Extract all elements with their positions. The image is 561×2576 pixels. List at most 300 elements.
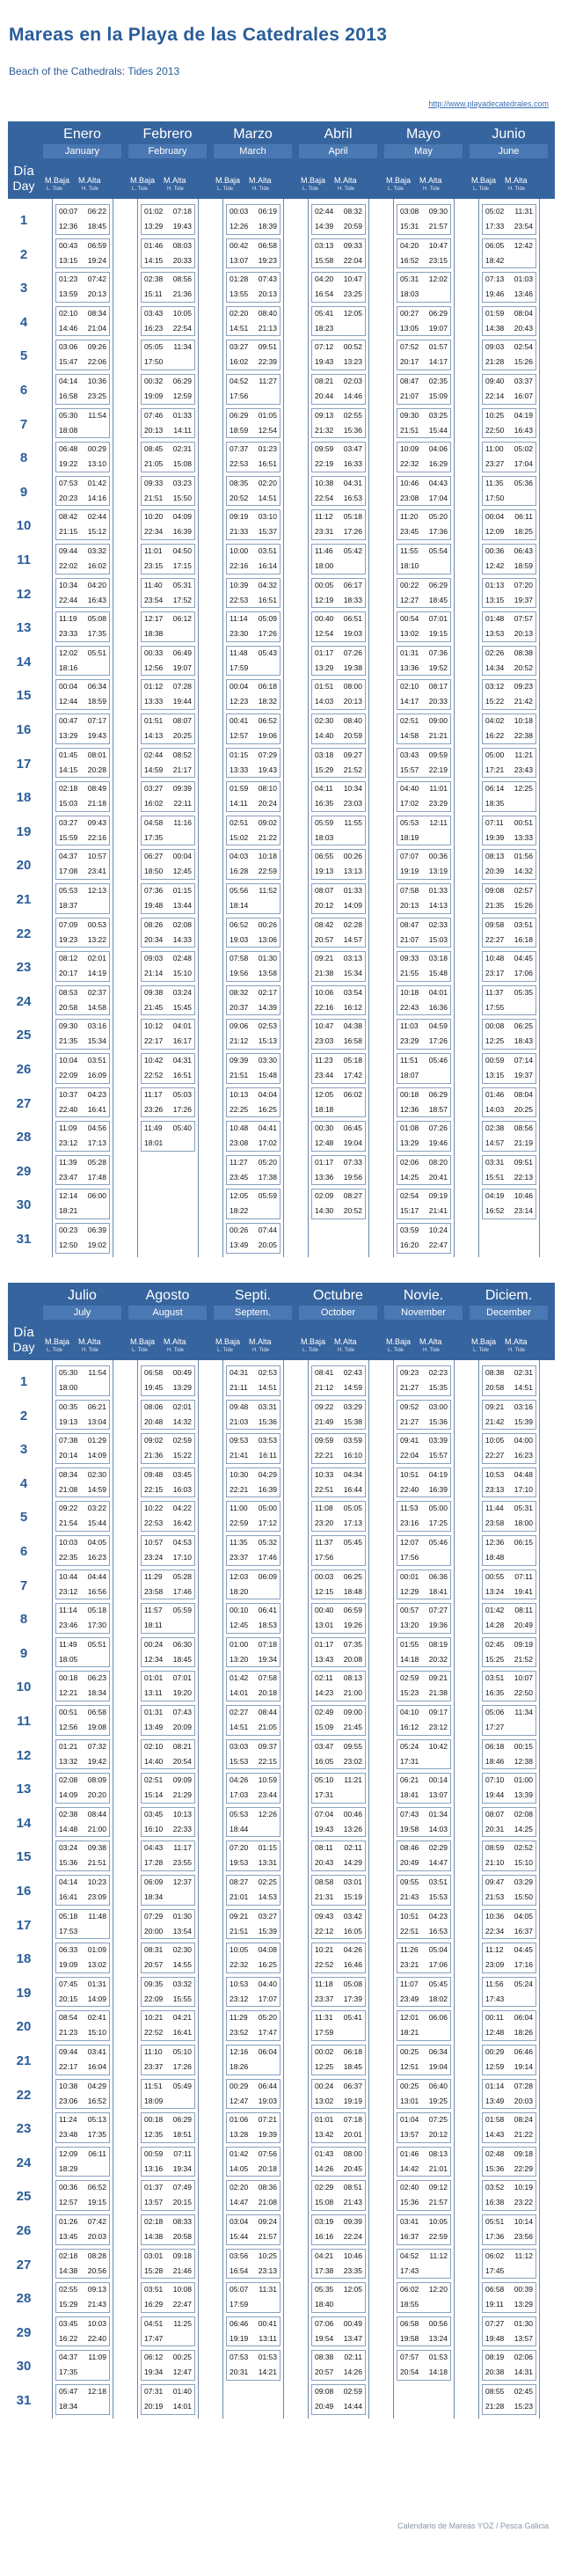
high-tide-2: 13:29 bbox=[172, 1383, 192, 1392]
high-tide-1: 05:35 bbox=[514, 987, 533, 997]
low-tide-1: 09:33 bbox=[144, 478, 164, 487]
tide-cell bbox=[482, 204, 536, 235]
high-tide-1: 09:59 bbox=[428, 750, 448, 759]
low-tide-2: 12:34 bbox=[144, 1654, 164, 1664]
low-tide-2: 22:52 bbox=[315, 1960, 334, 1970]
low-tide-2: 22:51 bbox=[400, 1926, 419, 1936]
day-number: 26 bbox=[16, 1062, 32, 1077]
low-tide-1: 03:03 bbox=[230, 1741, 249, 1751]
low-tide-2: 21:08 bbox=[59, 1484, 78, 1494]
tide-cell bbox=[55, 714, 110, 744]
low-tide-2: 15:02 bbox=[230, 832, 249, 842]
low-tide-label: M.Baja bbox=[471, 1337, 497, 1346]
tide-cell bbox=[311, 1637, 366, 1668]
tide-cell bbox=[397, 748, 451, 779]
low-tide-label: M.Baja bbox=[45, 176, 70, 185]
low-tide-2: 20:58 bbox=[485, 1383, 505, 1392]
high-tide-1: 10:19 bbox=[514, 2183, 533, 2192]
low-tide-2: 13:05 bbox=[400, 323, 419, 333]
tide-cell bbox=[397, 781, 451, 812]
high-tide-2: 19:14 bbox=[514, 2062, 533, 2071]
high-tide-2: 20:25 bbox=[172, 731, 192, 740]
high-tide-1: 08:03 bbox=[172, 240, 192, 250]
high-tide-label-en: H. Tide bbox=[82, 187, 99, 192]
low-tide-2: 22:19 bbox=[315, 459, 334, 469]
high-tide-1: 01:00 bbox=[514, 1775, 533, 1785]
low-tide-1: 06:58 bbox=[485, 2285, 505, 2294]
high-tide-2: 16:07 bbox=[514, 392, 533, 400]
high-tide-2: 16:51 bbox=[172, 1071, 192, 1079]
high-tide-label-en: H. Tide bbox=[167, 1348, 185, 1353]
tide-cell bbox=[226, 2249, 280, 2280]
high-tide-1: 02:06 bbox=[514, 2353, 533, 2362]
high-tide-2: 19:07 bbox=[172, 662, 192, 672]
tide-cell bbox=[397, 1223, 451, 1254]
tide-cell bbox=[311, 1875, 366, 1906]
tide-cell bbox=[55, 578, 110, 609]
low-tide-1: 05:18 bbox=[59, 1911, 78, 1921]
low-tide-1: 10:25 bbox=[485, 410, 505, 420]
table-header bbox=[8, 121, 555, 199]
low-tide-2: 20:57 bbox=[315, 934, 334, 944]
low-tide-2: 17:59 bbox=[315, 2028, 334, 2038]
high-tide-2: 14:31 bbox=[514, 2367, 533, 2377]
high-tide-1: 09:13 bbox=[87, 2285, 106, 2294]
high-tide-2: 20:13 bbox=[343, 697, 362, 706]
high-tide-2: 18:26 bbox=[514, 2028, 533, 2038]
high-tide-2: 21:45 bbox=[343, 1723, 362, 1731]
tide-cell bbox=[55, 509, 110, 540]
high-tide-1: 03:29 bbox=[514, 1877, 533, 1886]
tide-cell bbox=[141, 374, 195, 405]
low-tide-1: 05:00 bbox=[485, 750, 505, 759]
tide-cell bbox=[482, 1637, 536, 1668]
high-tide-2: 20:52 bbox=[343, 1206, 362, 1216]
low-tide-2: 23:48 bbox=[59, 2130, 78, 2140]
high-tide-1: 07:01 bbox=[428, 614, 448, 624]
month-header bbox=[127, 121, 208, 169]
low-tide-1: 08:46 bbox=[400, 1843, 419, 1853]
high-tide-2: 14:57 bbox=[343, 934, 362, 944]
tide-cell bbox=[141, 1365, 195, 1396]
low-tide-1: 03:47 bbox=[315, 1741, 334, 1751]
tide-cell bbox=[55, 2180, 110, 2211]
tide-cell bbox=[311, 1773, 366, 1804]
day-number: 11 bbox=[17, 553, 31, 567]
low-tide-1: 11:10 bbox=[144, 2047, 163, 2056]
tide-cell bbox=[397, 883, 451, 914]
low-tide-1: 01:46 bbox=[485, 1089, 505, 1099]
month-header bbox=[41, 1283, 123, 1330]
tide-cell bbox=[311, 272, 366, 303]
high-tide-2: 17:26 bbox=[172, 2062, 192, 2071]
high-tide-2: 20:33 bbox=[428, 697, 448, 706]
high-tide-2: 15:34 bbox=[343, 969, 362, 978]
low-tide-1: 11:03 bbox=[400, 1021, 419, 1031]
tide-cell bbox=[482, 1365, 536, 1396]
high-tide-2: 18:57 bbox=[428, 1104, 448, 1114]
tide-cell bbox=[482, 1087, 536, 1118]
high-tide-2: 16:33 bbox=[343, 459, 362, 469]
low-tide-2: 19:11 bbox=[485, 2300, 504, 2309]
month-name-en: April bbox=[299, 144, 377, 158]
tide-cell bbox=[55, 1875, 110, 1906]
month-header bbox=[468, 1283, 550, 1330]
low-tide-1: 04:10 bbox=[400, 1708, 419, 1716]
low-tide-2: 17:45 bbox=[485, 2265, 505, 2275]
website-link[interactable]: http://www.playadecatedrales.com bbox=[428, 99, 549, 108]
low-tide-1: 10:38 bbox=[59, 2081, 78, 2090]
low-tide-2: 23:45 bbox=[230, 1172, 249, 1182]
high-tide-2: 19:06 bbox=[258, 731, 277, 740]
tide-cell bbox=[311, 2079, 366, 2110]
low-tide-1: 09:30 bbox=[59, 1021, 78, 1031]
high-tide-1: 05:08 bbox=[343, 1979, 362, 1988]
low-tide-2: 21:14 bbox=[144, 969, 164, 978]
tide-cell bbox=[226, 1433, 280, 1464]
tide-cell bbox=[141, 2316, 195, 2347]
low-tide-2: 23:20 bbox=[315, 1519, 334, 1528]
high-tide-1: 03:42 bbox=[343, 1911, 362, 1921]
high-tide-2: 20:05 bbox=[258, 1240, 277, 1249]
high-tide-label-en: H. Tide bbox=[508, 1348, 526, 1353]
low-tide-2: 12:26 bbox=[230, 222, 249, 231]
high-tide-2: 21:57 bbox=[428, 2198, 448, 2207]
low-tide-1: 07:58 bbox=[400, 886, 419, 895]
high-tide-2: 20:59 bbox=[343, 222, 362, 231]
low-tide-1: 06:52 bbox=[230, 919, 249, 929]
low-tide-2: 22:16 bbox=[315, 1002, 334, 1012]
high-tide-1: 02:30 bbox=[87, 1469, 106, 1479]
high-tide-1: 01:34 bbox=[428, 1809, 448, 1819]
high-tide-1: 07:44 bbox=[258, 1226, 277, 1234]
high-tide-1: 07:28 bbox=[172, 682, 192, 692]
low-tide-1: 08:12 bbox=[59, 954, 78, 963]
tide-cell bbox=[141, 2045, 195, 2075]
tide-cell bbox=[55, 204, 110, 235]
low-tide-1: 02:51 bbox=[230, 817, 249, 827]
tide-cell bbox=[482, 238, 536, 269]
low-tide-2: 23:30 bbox=[230, 629, 249, 639]
low-tide-2: 13:24 bbox=[485, 1586, 505, 1596]
high-tide-2: 15:08 bbox=[172, 459, 192, 469]
high-tide-2: 19:25 bbox=[428, 2096, 448, 2105]
high-tide-1: 07:28 bbox=[514, 2081, 533, 2090]
high-tide-1: 01:56 bbox=[514, 852, 533, 861]
low-tide-1: 05:56 bbox=[230, 886, 249, 895]
high-tide-2: 14:51 bbox=[514, 1383, 533, 1392]
low-tide-2: 17:56 bbox=[230, 392, 249, 400]
tide-cell bbox=[311, 509, 366, 540]
tide-cell bbox=[397, 1705, 451, 1736]
high-tide-2: 17:35 bbox=[87, 629, 106, 639]
low-tide-label-en: L. Tide bbox=[132, 187, 149, 192]
tide-cell bbox=[55, 816, 110, 846]
tide-cell bbox=[55, 408, 110, 439]
low-tide-1: 02:10 bbox=[144, 1741, 164, 1751]
tide-cell bbox=[397, 1087, 451, 1118]
day-number: 13 bbox=[16, 1782, 32, 1797]
high-tide-1: 04:00 bbox=[514, 1436, 533, 1445]
low-tide-1: 05:31 bbox=[400, 274, 419, 284]
low-tide-2: 23:44 bbox=[315, 1071, 334, 1079]
low-tide-2: 14:15 bbox=[144, 255, 164, 265]
day-number: 11 bbox=[17, 1714, 31, 1729]
low-tide-1: 09:53 bbox=[230, 1436, 249, 1445]
high-tide-2: 14:33 bbox=[172, 934, 192, 944]
low-tide-2: 14:40 bbox=[144, 1756, 164, 1766]
high-tide-2: 14:19 bbox=[87, 969, 106, 978]
high-tide-1: 08:40 bbox=[343, 716, 362, 725]
low-tide-label: M.Baja bbox=[386, 1337, 412, 1346]
high-tide-1: 11:17 bbox=[173, 1843, 192, 1853]
tide-cell bbox=[226, 1501, 280, 1532]
tide-cell bbox=[55, 1671, 110, 1701]
high-tide-2: 13:33 bbox=[514, 832, 533, 842]
low-tide-2: 12:42 bbox=[485, 561, 505, 570]
tide-cell bbox=[141, 2249, 195, 2280]
low-tide-2: 17:53 bbox=[59, 1926, 78, 1936]
low-tide-2: 16:10 bbox=[144, 1824, 164, 1833]
high-tide-label: M.Alta bbox=[78, 176, 101, 185]
low-tide-2: 23:03 bbox=[315, 1036, 334, 1046]
low-tide-1: 04:31 bbox=[230, 1368, 249, 1377]
high-tide-2: 15:36 bbox=[343, 425, 362, 435]
low-tide-1: 00:03 bbox=[230, 207, 249, 216]
tide-cell bbox=[226, 1155, 280, 1186]
low-tide-2: 20:49 bbox=[400, 1858, 419, 1868]
high-tide-1: 03:51 bbox=[87, 1056, 106, 1065]
low-tide-1: 07:06 bbox=[315, 2318, 334, 2328]
high-tide-1: 03:25 bbox=[428, 410, 448, 420]
high-tide-2: 15:23 bbox=[514, 2402, 533, 2411]
low-tide-1: 01:15 bbox=[230, 750, 249, 759]
high-tide-label-en: H. Tide bbox=[82, 1348, 99, 1353]
high-tide-1: 03:32 bbox=[87, 546, 106, 555]
high-tide-2: 14:29 bbox=[343, 1858, 362, 1868]
high-tide-1: 08:04 bbox=[514, 1089, 533, 1099]
low-tide-1: 01:48 bbox=[485, 614, 505, 624]
low-tide-2: 18:48 bbox=[485, 1553, 505, 1562]
tide-cell bbox=[141, 2147, 195, 2177]
low-tide-2: 18:44 bbox=[230, 1824, 249, 1833]
low-tide-1: 10:18 bbox=[400, 987, 419, 997]
high-tide-1: 02:43 bbox=[343, 1368, 362, 1377]
tide-cell bbox=[482, 1909, 536, 1940]
high-tide-2: 15:50 bbox=[514, 1892, 533, 1901]
high-tide-2: 15:39 bbox=[258, 1926, 277, 1936]
low-tide-1: 03:45 bbox=[144, 1809, 164, 1819]
tide-cell bbox=[482, 1501, 536, 1532]
low-tide-2: 23:12 bbox=[59, 1586, 78, 1596]
tide-cell bbox=[55, 1773, 110, 1804]
low-tide-2: 21:43 bbox=[400, 1892, 419, 1901]
tide-cell bbox=[141, 1909, 195, 1940]
low-tide-1: 04:20 bbox=[400, 240, 419, 250]
tide-cell bbox=[226, 1121, 280, 1152]
tide-cell bbox=[482, 1053, 536, 1084]
low-tide-1: 11:53 bbox=[400, 1504, 419, 1513]
high-tide-1: 07:32 bbox=[87, 1741, 106, 1751]
low-tide-label: M.Baja bbox=[130, 1337, 156, 1346]
tide-cell bbox=[55, 1155, 110, 1186]
low-tide-2: 19:45 bbox=[144, 1383, 164, 1392]
high-tide-1: 02:11 bbox=[344, 1843, 362, 1853]
low-tide-1: 07:38 bbox=[59, 1436, 78, 1445]
tide-cell bbox=[55, 1637, 110, 1668]
high-tide-1: 04:29 bbox=[258, 1469, 277, 1479]
high-tide-2: 15:12 bbox=[87, 527, 106, 537]
tide-cell bbox=[55, 1977, 110, 2008]
low-tide-1: 05:24 bbox=[400, 1741, 419, 1751]
low-tide-label-en: L. Tide bbox=[473, 1348, 490, 1353]
high-tide-1: 07:43 bbox=[172, 1708, 192, 1716]
tide-cell bbox=[55, 1535, 110, 1566]
tide-cell bbox=[311, 1501, 366, 1532]
day-number: 21 bbox=[16, 2053, 32, 2068]
day-number: 30 bbox=[16, 1197, 32, 1213]
high-tide-2: 15:55 bbox=[172, 1994, 192, 2003]
tide-cell bbox=[141, 272, 195, 303]
low-tide-1: 09:41 bbox=[400, 1436, 419, 1445]
tide-cell bbox=[141, 2282, 195, 2313]
tide-cell bbox=[226, 1467, 280, 1498]
high-tide-2: 15:38 bbox=[343, 1416, 362, 1426]
low-tide-2: 17:35 bbox=[59, 2367, 78, 2377]
high-tide-2: 23:14 bbox=[514, 1206, 533, 1216]
low-tide-2: 17:03 bbox=[230, 1790, 249, 1800]
high-tide-2: 15:10 bbox=[514, 1858, 533, 1868]
tide-cell bbox=[397, 374, 451, 405]
high-tide-2: 19:52 bbox=[428, 662, 448, 672]
low-tide-2: 15:36 bbox=[59, 1858, 78, 1868]
high-tide-1: 01:30 bbox=[514, 2318, 533, 2328]
low-tide-2: 23:26 bbox=[144, 1104, 164, 1114]
tide-cell bbox=[141, 781, 195, 812]
tide-cell bbox=[397, 1570, 451, 1600]
low-tide-2: 22:16 bbox=[230, 561, 249, 570]
low-tide-1: 12:01 bbox=[400, 2013, 419, 2023]
high-tide-2: 19:15 bbox=[87, 2198, 106, 2207]
tide-column-headers bbox=[210, 1330, 295, 1360]
tide-cell bbox=[397, 1433, 451, 1464]
tide-cell bbox=[311, 2214, 366, 2245]
day-number: 16 bbox=[16, 1884, 32, 1899]
high-tide-2: 12:45 bbox=[172, 867, 192, 876]
high-tide-1: 01:23 bbox=[258, 444, 277, 454]
tide-cell bbox=[311, 1909, 366, 1940]
high-tide-1: 07:26 bbox=[428, 1123, 448, 1133]
high-tide-1: 05:31 bbox=[172, 580, 192, 589]
tide-cell bbox=[311, 2147, 366, 2177]
low-tide-2: 14:43 bbox=[485, 2130, 505, 2140]
low-tide-2: 16:35 bbox=[485, 1688, 505, 1698]
low-tide-1: 09:44 bbox=[59, 546, 78, 555]
high-tide-2: 17:13 bbox=[343, 1519, 362, 1528]
low-tide-2: 13:11 bbox=[144, 1688, 163, 1698]
high-tide-label-en: H. Tide bbox=[252, 1348, 270, 1353]
high-tide-2: 15:53 bbox=[428, 1892, 448, 1901]
low-tide-1: 00:10 bbox=[230, 1606, 249, 1615]
low-tide-2: 23:54 bbox=[144, 595, 164, 604]
low-tide-2: 18:55 bbox=[400, 2300, 419, 2309]
low-tide-2: 23:27 bbox=[485, 459, 505, 469]
low-tide-1: 02:38 bbox=[485, 1123, 505, 1133]
day-number: 1 bbox=[19, 1374, 28, 1389]
low-tide-2: 21:54 bbox=[59, 1519, 78, 1528]
high-tide-1: 11:54 bbox=[88, 1368, 106, 1377]
day-number: 2 bbox=[19, 246, 28, 262]
low-tide-2: 17:08 bbox=[59, 867, 78, 876]
low-tide-2: 16:54 bbox=[315, 289, 334, 299]
low-tide-2: 14:34 bbox=[485, 662, 505, 672]
low-tide-2: 20:31 bbox=[230, 2367, 249, 2377]
low-tide-2: 21:01 bbox=[230, 1892, 249, 1901]
low-tide-1: 08:59 bbox=[485, 1843, 505, 1853]
day-number: 2 bbox=[19, 1408, 28, 1423]
tide-cell bbox=[311, 781, 366, 812]
day-number: 24 bbox=[16, 2155, 32, 2170]
tide-cell bbox=[311, 646, 366, 677]
low-tide-2: 13:15 bbox=[59, 255, 78, 265]
low-tide-2: 21:51 bbox=[144, 493, 164, 502]
low-tide-2: 22:27 bbox=[485, 934, 505, 944]
low-tide-2: 18:03 bbox=[315, 832, 334, 842]
low-tide-1: 03:24 bbox=[59, 1843, 78, 1853]
high-tide-1: 00:53 bbox=[87, 919, 106, 929]
low-tide-1: 00:30 bbox=[315, 1123, 334, 1133]
high-tide-1: 02:28 bbox=[343, 919, 362, 929]
low-tide-2: 20:57 bbox=[144, 1960, 164, 1970]
tide-cell bbox=[141, 611, 195, 642]
high-tide-2: 15:37 bbox=[258, 527, 277, 537]
low-tide-1: 10:04 bbox=[59, 1056, 78, 1065]
low-tide-1: 00:27 bbox=[400, 308, 419, 318]
low-tide-1: 05:10 bbox=[315, 1775, 334, 1785]
high-tide-1: 06:25 bbox=[343, 1571, 362, 1581]
tide-cell bbox=[482, 2282, 536, 2313]
tide-cell bbox=[311, 1977, 366, 2008]
low-tide-2: 21:23 bbox=[59, 2028, 78, 2038]
tide-cell bbox=[482, 2214, 536, 2245]
day-label: Day bbox=[12, 179, 35, 193]
tide-cell bbox=[226, 1875, 280, 1906]
low-tide-1: 02:26 bbox=[485, 648, 505, 657]
high-tide-1: 09:00 bbox=[428, 716, 448, 725]
high-tide-1: 00:56 bbox=[428, 2318, 448, 2328]
tide-cell bbox=[55, 1739, 110, 1770]
tide-cell bbox=[482, 2112, 536, 2143]
tide-cell bbox=[55, 646, 110, 677]
low-tide-2: 13:36 bbox=[400, 662, 419, 672]
low-tide-2: 15:17 bbox=[400, 1206, 419, 1216]
tide-cell bbox=[55, 2350, 110, 2381]
low-tide-2: 23:37 bbox=[315, 1994, 334, 2003]
high-tide-2: 18:34 bbox=[87, 1688, 106, 1698]
high-tide-1: 06:58 bbox=[258, 240, 277, 250]
high-tide-1: 02:44 bbox=[87, 512, 106, 522]
high-tide-1: 01:53 bbox=[258, 2353, 277, 2362]
low-tide-2: 17:31 bbox=[315, 1790, 334, 1800]
tide-cell bbox=[141, 1501, 195, 1532]
day-number: 27 bbox=[16, 1095, 32, 1111]
low-tide-2: 21:45 bbox=[144, 1002, 164, 1012]
low-tide-2: 17:56 bbox=[315, 1553, 334, 1562]
tide-cell bbox=[55, 679, 110, 710]
tide-cell bbox=[226, 1705, 280, 1736]
tide-cell bbox=[55, 238, 110, 269]
low-tide-1: 06:21 bbox=[400, 1775, 419, 1785]
